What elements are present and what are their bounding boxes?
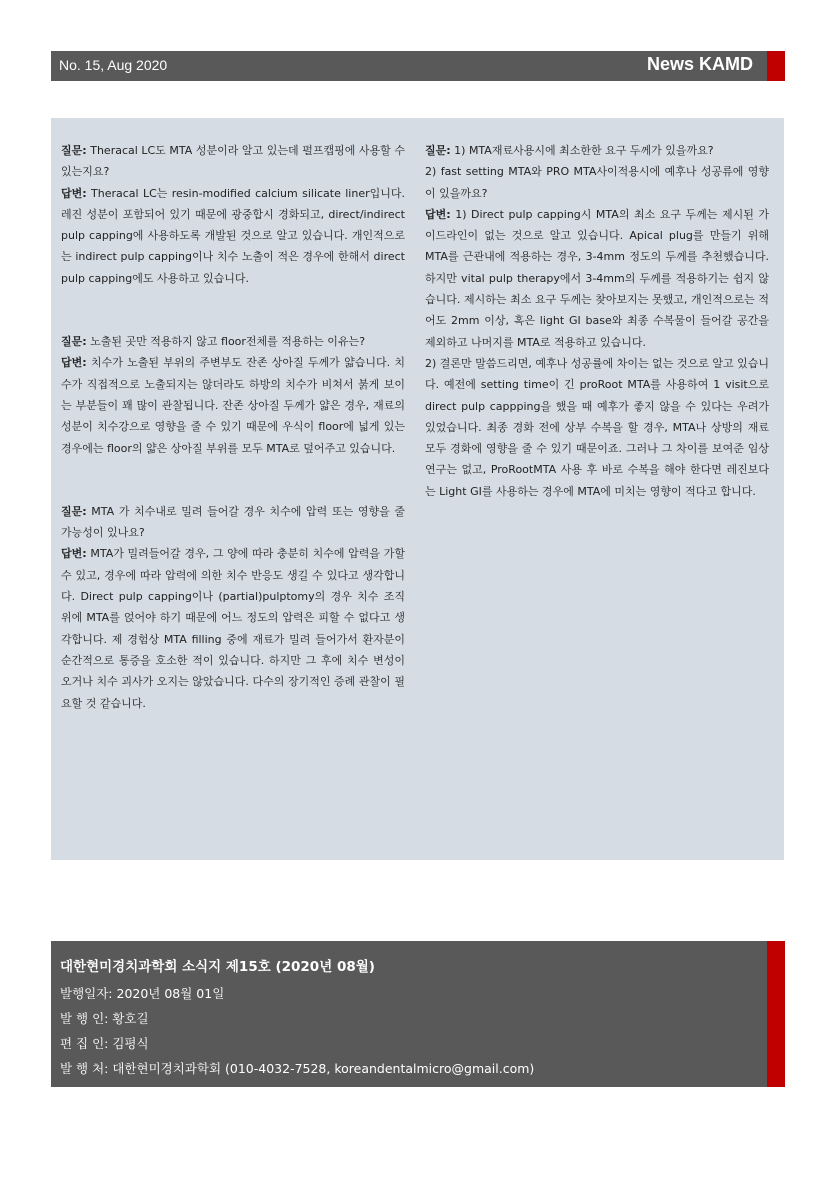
question-label: 질문: <box>61 335 87 349</box>
answer <box>61 543 405 713</box>
answer <box>425 204 769 353</box>
question <box>61 501 405 544</box>
answer-text: 1) Direct pulp capping시 MTA의 최소 요구 두께는 제시된 가이드라인이 없는 것으로 알고 있습니다. Apical plug를 만들기 위해 MTA를 근관내에 적용하는 경우, 3-4mm 정도의 두께를 추천했습니다. 하지만 vital pulp therapy에서 3-4mm의 두께를 적용하기는 쉽지 않습니다. 제시하는 최소 요구 두께는 찾아보지는 못했고, 개인적으로는 적어도 2mm 이상, 혹은 light GI base와 최종 수복물이 들어갈 공간을 제외하고 나머지를 MTA로 적용하고 있습니다. <box>425 207 769 349</box>
issuer-contact: 발 행 처: 대한현미경치과학회 (010-4032-7528, koreandentalmicro@gmail.com) <box>60 1061 535 1076</box>
qa-item <box>61 331 405 459</box>
question-text: 1) MTA재료사용시에 최소한한 요구 두께가 있을까요? <box>450 144 714 157</box>
newsletter-brand: News KAMD <box>646 54 753 74</box>
answer-text: MTA가 밀려들어갈 경우, 그 양에 따라 충분히 치수에 압력을 가할 수 있고, 경우에 따라 압력에 의한 치수 반응도 생길 수 있다고 생각합니다. Direct pulp capping이나 (partial)pulptomy의 경우 치수 조직 위에 MTA를 얹어야 하기 때문에 어느 정도의 압력은 피할 수 없다고 생각합니다. 제 경험상 MTA filling 중에 재료가 밀려 들어가서 환자분이 순간적으로 통증을 호소한 적이 있습니다. 하지만 그 후에 치수 변성이 오거나 치수 괴사가 오지는 않았습니다. 다수의 장기적인 증례 관찰이 필요할 것 같습니다. <box>61 547 405 710</box>
footer-accent <box>767 941 785 1087</box>
publish-date: 발행일자: 2020년 08월 01일 <box>60 986 225 1001</box>
qa-item <box>425 140 769 502</box>
right-column <box>425 140 769 502</box>
issue-number: No. 15, Aug 2020 <box>59 57 168 73</box>
footer-colophon <box>51 941 767 1087</box>
question-label: 질문: <box>61 144 87 157</box>
question-label: 질문: <box>61 504 87 518</box>
answer-part-2: 2) 결론만 말씀드리면, 예후나 성공률에 차이는 없는 것으로 알고 있습니다. 예전에 setting time이 긴 proRoot MTA를 사용하여 1 visit으로 direct pulp cappping을 했을 때 예후가 좋지 않을 수 있다는 우려가 있었습니다. 최종 경화 전에 상부 수복을 할 경우, MTA나 상방의 재료 모두 경화에 영향을 줄 수 있기 때문이죠. 그러나 그 차이를 보여준 임상연구는 없고, ProRootMTA 사용 후 바로 수복을 해야 한다면 레진보다는 Light GI를 사용하는 경우에 MTA에 미치는 영향이 적다고 합니다. <box>425 356 769 498</box>
question <box>61 140 405 183</box>
question-text: Theracal LC도 MTA 성분이라 알고 있는데 펄프캡핑에 사용할 수 있는지요? <box>61 144 405 179</box>
answer <box>61 352 405 458</box>
footer-title: 대한현미경치과학회 소식지 제15호 (2020년 08월) <box>60 959 375 975</box>
qa-panel <box>51 118 784 860</box>
header-accent <box>767 51 785 81</box>
editor: 편 집 인: 김평식 <box>60 1036 149 1051</box>
question <box>61 331 405 352</box>
answer <box>61 183 405 289</box>
footer-content <box>60 955 534 1081</box>
answer-text: 치수가 노출된 부위의 주변부도 잔존 상아질 두께가 얇습니다. 치수가 직접적으로 노출되지는 않더라도 하방의 치수가 비쳐서 붉게 보이는 부분들이 꽤 많이 관찰됩니다. 잔존 상아질 두께가 얇은 경우, 재료의 성분이 치수강으로 영향을 줄 수 있기 때문에 우식이 floor에 넓게 있는 경우에는 floor의 얇은 상아질 부위를 모두 MTA로 덮어주고 있습니다. <box>61 356 405 455</box>
question-part-2: 2) fast setting MTA와 PRO MTA사이적용시에 예후나 성공류에 영향이 있을까요? <box>425 165 769 200</box>
left-column <box>61 140 405 714</box>
publisher: 발 행 인: 황호길 <box>60 1011 149 1026</box>
answer-label: 답변: <box>61 356 87 370</box>
qa-item <box>61 140 405 289</box>
header-bar <box>51 51 767 81</box>
answer-label: 답변: <box>61 186 87 200</box>
answer-label: 답변: <box>61 547 87 561</box>
question <box>425 140 769 161</box>
qa-item <box>61 501 405 714</box>
question-text: MTA 가 치수내로 밀려 들어갈 경우 치수에 압력 또는 영향을 줄 가능성이 있나요? <box>61 504 405 540</box>
question-text: 노출된 곳만 적용하지 않고 floor전체를 적용하는 이유는? <box>86 335 366 349</box>
question-label: 질문: <box>425 144 451 157</box>
answer-label: 답변: <box>425 207 451 221</box>
answer-text: Theracal LC는 resin-modified calcium silicate liner입니다. 레진 성분이 포함되어 있기 때문에 광중합시 경화되고, direct/indirect pulp capping에 사용하도록 개발된 것으로 알고 있습니다. 개인적으로는 indirect pulp capping이나 치수 노출이 적은 경우에 한해서 direct pulp capping에도 사용하고 있습니다. <box>61 186 405 285</box>
